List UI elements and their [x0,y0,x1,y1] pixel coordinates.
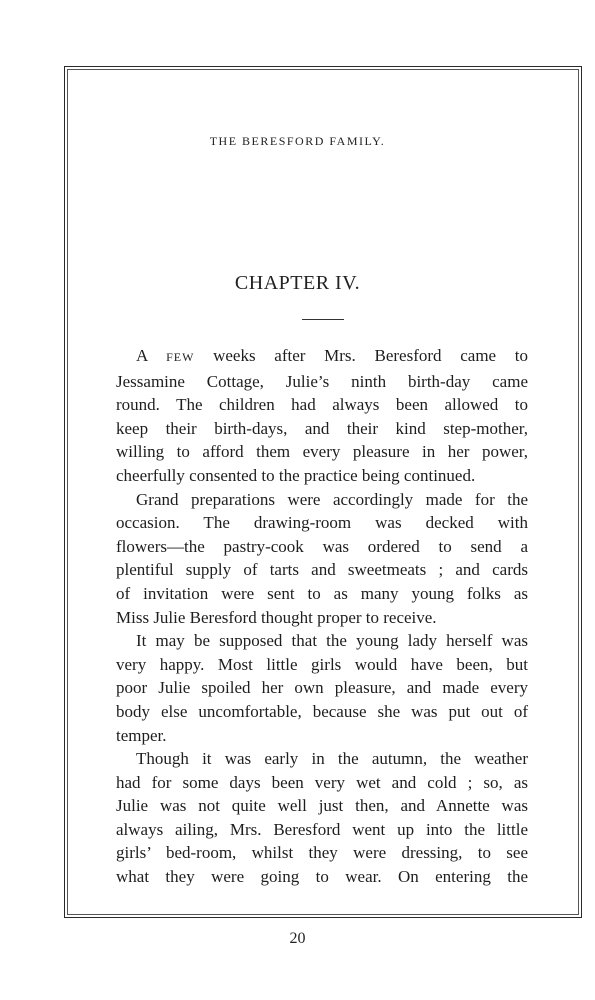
text-line: willing to afford them every pleasure in her power, [116,442,528,462]
text-line: Though it was early in the autumn, the weather [136,749,528,769]
text-line: round. The children had always been allowed to [116,395,528,415]
text-line: keep their birth-days, and their kind step-mother, [116,418,528,438]
paragraph-4 [116,747,528,889]
text-line: of invitation were sent to as many young folks as [116,583,528,603]
paragraph-1 [116,344,528,488]
chapter-title: CHAPTER IV. [234,272,361,294]
text-line: plentiful supply of tarts and sweetmeats ; and cards [116,560,528,580]
text-line: temper. [116,725,167,745]
text-line: Jessamine Cottage, Julie’s ninth birth-day came [116,371,528,391]
text-line: flowers—the pastry-cook was ordered to send a [116,536,528,556]
text-line: Miss Julie Beresford thought proper to receive. [116,607,437,627]
text-line: had for some days been very wet and cold ; so, as [116,772,528,792]
paragraph-2 [116,488,528,630]
text-line: It may be supposed that the young lady herself was [136,631,528,651]
text-line: Julie was not quite well just then, and Annette was [116,796,528,816]
text-line: always ailing, Mrs. Beresford went up into the little [116,819,528,839]
text-line: occasion. The drawing-room was decked with [116,513,528,533]
opening-words: A FEW [136,346,195,365]
text-line: girls’ bed-room, whilst they were dressing, to see [116,843,528,863]
text-line: A FEW weeks after Mrs. Beresford came to [136,346,529,365]
body-text [116,344,528,889]
text-line: poor Julie spoiled her own pleasure, and made every [116,678,528,698]
text-line: cheerfully consented to the practice being continued. [116,465,476,485]
running-head: THE BERESFORD FAMILY. [209,134,386,148]
text-line: Grand preparations were accordingly made for the [136,489,528,509]
paragraph-3 [116,629,528,747]
text-line: what they were going to wear. On entering the [116,867,528,887]
chapter-divider-rule [302,319,344,320]
page-number: 20 [289,930,306,947]
text-line: body else uncomfortable, because she was put out of [116,701,528,721]
text-line: very happy. Most little girls would have been, but [116,654,528,674]
